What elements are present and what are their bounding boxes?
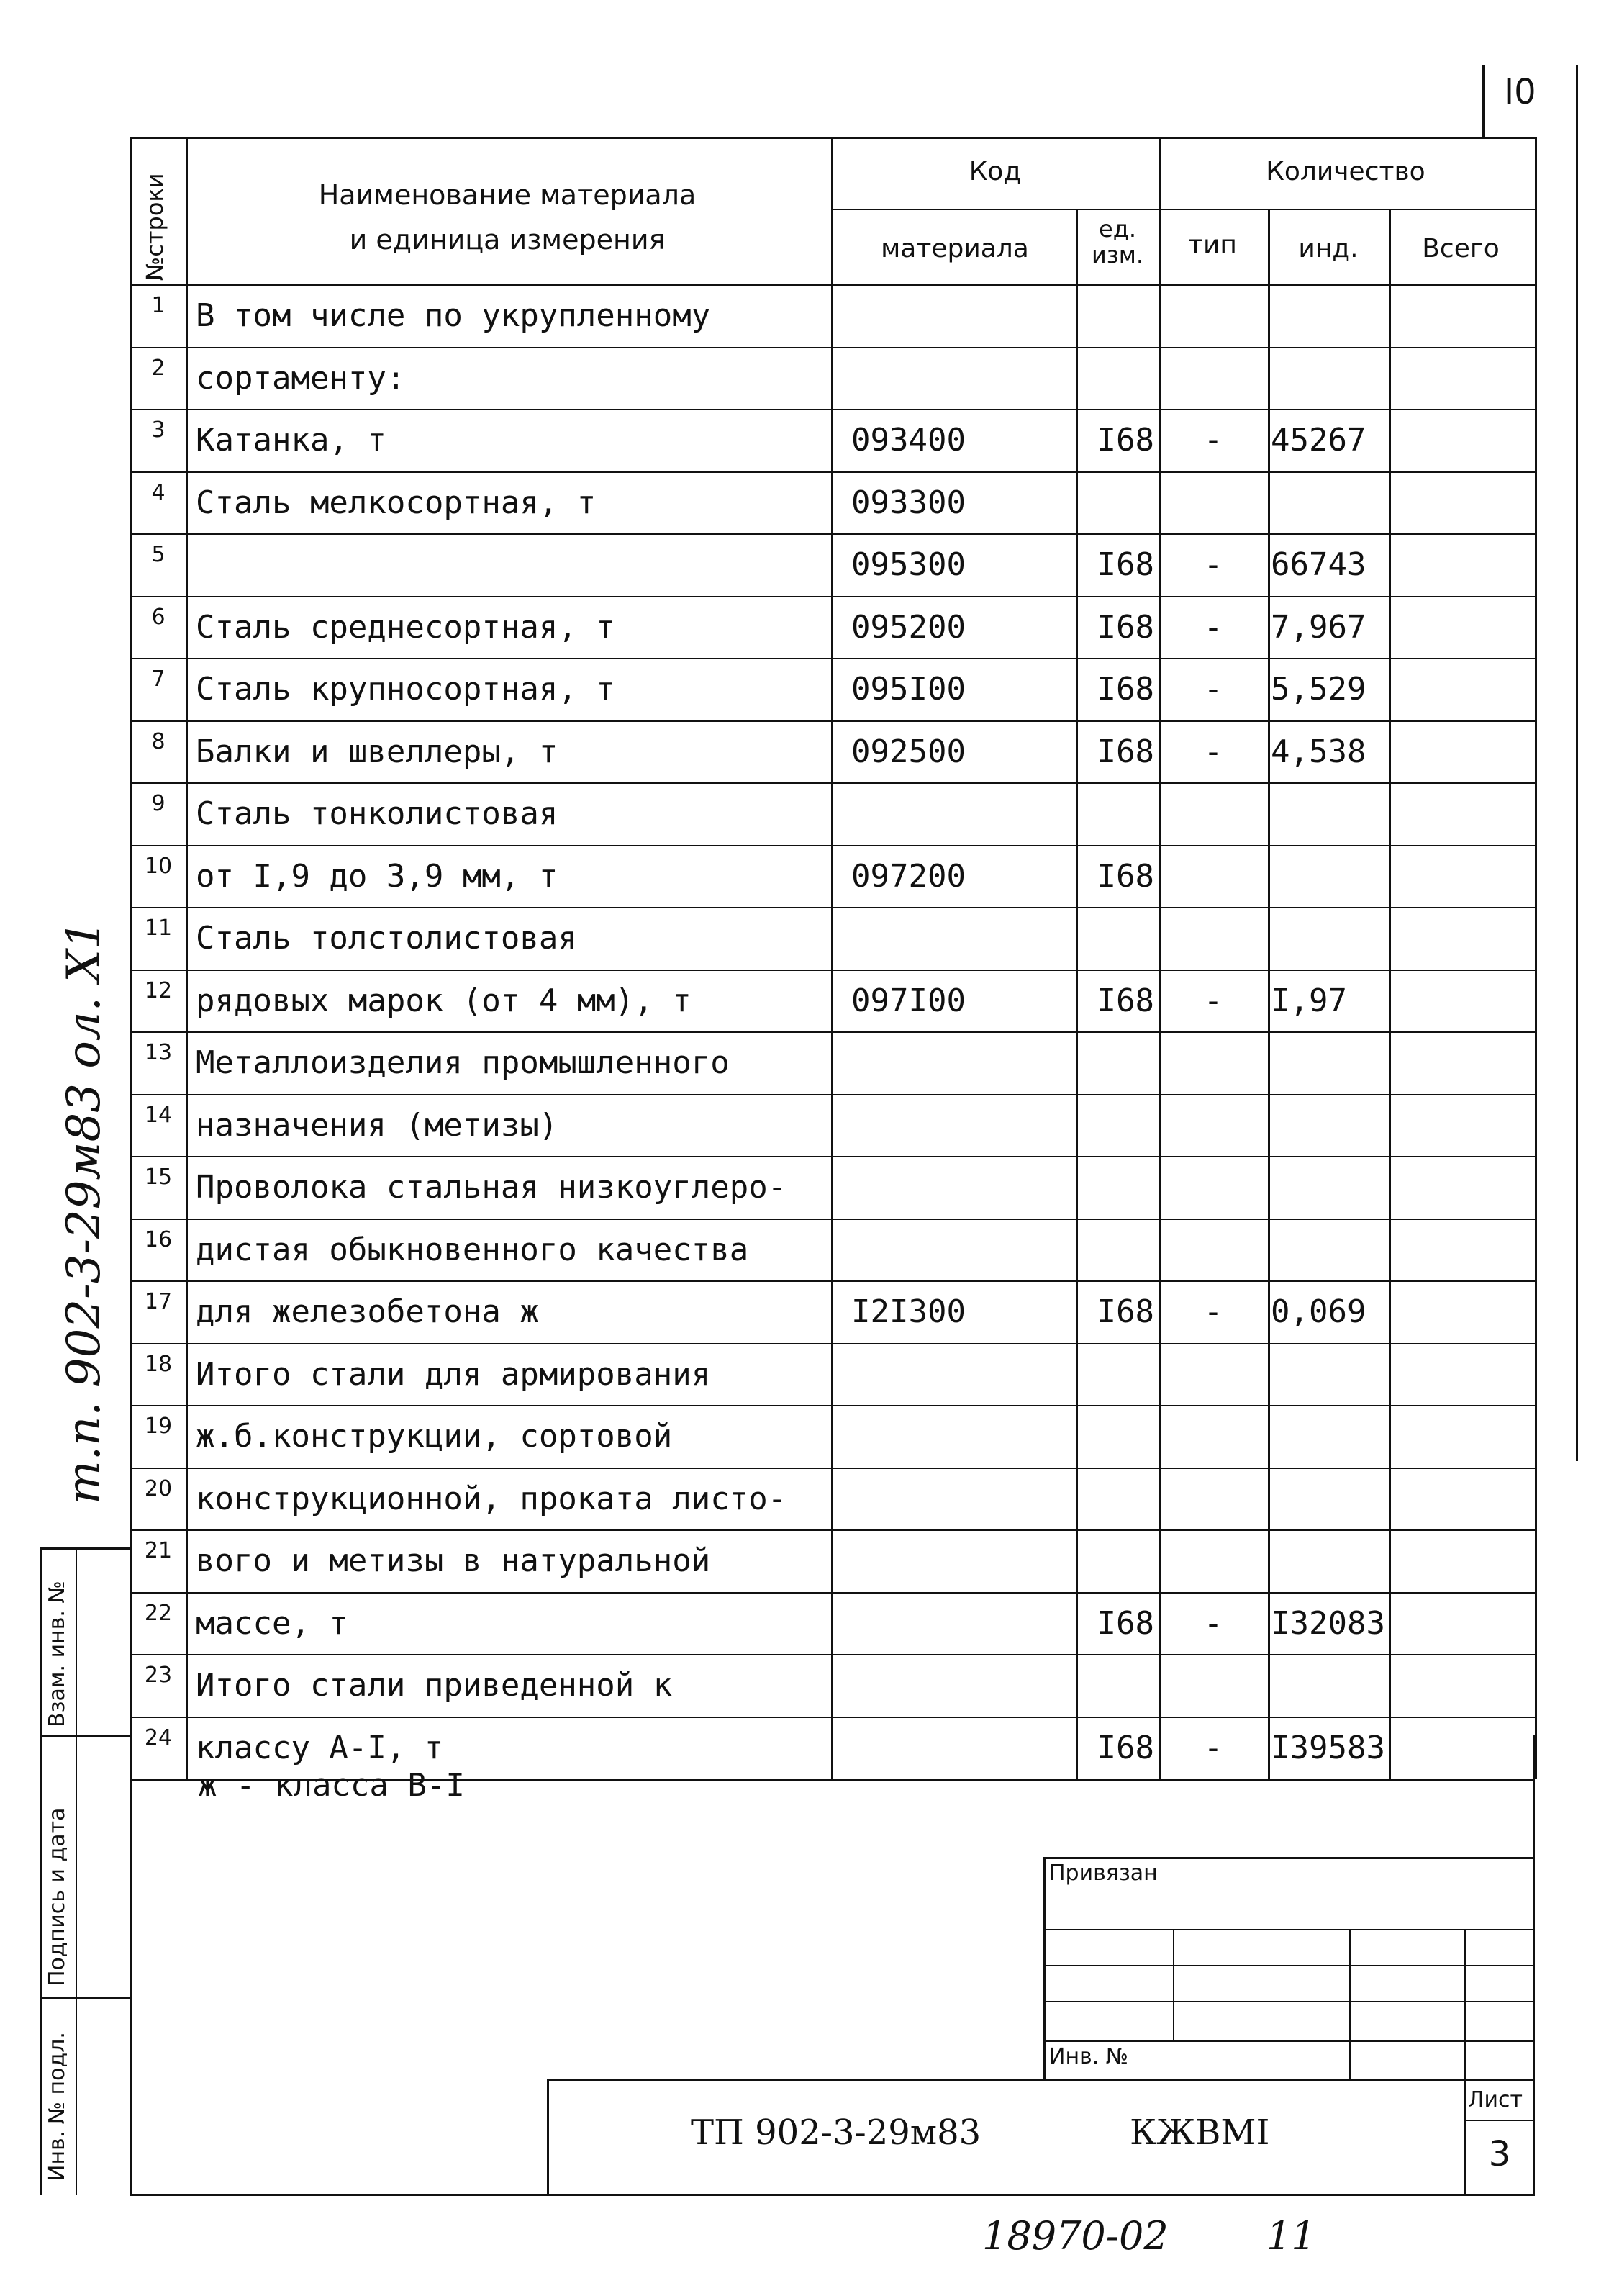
row-line (130, 782, 1535, 784)
stamp-doc-mark: КЖВМI (1130, 2112, 1270, 2153)
row-name: вого и метизы в натуральной (196, 1542, 711, 1579)
row-line (130, 347, 1535, 348)
bottom-handwritten-page: 11 (1266, 2213, 1316, 2259)
row-line (130, 1654, 1535, 1655)
row-ind: 4,538 (1271, 733, 1366, 770)
row-name: Сталь мелкосортная, т (196, 484, 597, 521)
row-number: 19 (144, 1414, 173, 1439)
side-box-top (40, 1547, 130, 1550)
row-type: - (1203, 422, 1223, 458)
header-row-no: №строки (141, 173, 168, 281)
row-line (130, 970, 1535, 971)
row-number: 11 (144, 916, 173, 941)
row-unit: I68 (1097, 546, 1154, 583)
row-line (130, 1343, 1535, 1344)
row-type: - (1203, 733, 1223, 770)
row-name: Сталь среднесортная, т (196, 608, 615, 646)
row-number: 8 (151, 728, 166, 754)
row-line (130, 658, 1535, 659)
row-ind: I,97 (1271, 982, 1347, 1019)
col-line-type (1159, 137, 1161, 1779)
side-box-inner (76, 1547, 77, 2195)
row-line (130, 720, 1535, 722)
row-type: - (1203, 1293, 1223, 1330)
row-unit: I68 (1097, 1729, 1154, 1766)
row-name: Катанка, т (196, 422, 386, 458)
row-name: дистая обыкновенного качества (196, 1231, 749, 1268)
row-code: 095200 (851, 608, 966, 646)
row-line (130, 471, 1535, 473)
row-number: 22 (144, 1600, 173, 1626)
row-line (130, 845, 1535, 846)
row-name: ж.б.конструкции, сортовой (196, 1418, 673, 1455)
row-number: 14 (144, 1102, 173, 1128)
row-unit: I68 (1097, 1293, 1154, 1330)
row-number: 23 (144, 1663, 173, 1688)
row-name: Балки и швеллеры, т (196, 733, 558, 770)
col-line-ind (1268, 209, 1270, 1779)
row-name: от I,9 до 3,9 мм, т (196, 857, 558, 895)
row-line (130, 409, 1535, 410)
row-name: Итого стали приведенной к (196, 1667, 673, 1704)
row-number: 9 (151, 791, 166, 816)
row-type: - (1203, 1729, 1223, 1766)
row-code: 097200 (851, 857, 966, 895)
stamp-sheet-label: Лист (1468, 2087, 1523, 2112)
header-mid-line (831, 209, 1535, 210)
header-material: материала (881, 234, 1029, 263)
row-unit: I68 (1097, 733, 1154, 770)
row-code: 093300 (851, 484, 966, 521)
header-unit: ед. изм. (1091, 215, 1144, 268)
col-line-total (1389, 209, 1391, 1779)
header-code: Код (969, 157, 1022, 186)
header-type: тип (1188, 230, 1237, 260)
stamp-title-top (547, 2079, 1535, 2081)
row-line (130, 533, 1535, 535)
side-box-left (40, 1547, 42, 2195)
stamp-h3 (1043, 2001, 1535, 2002)
right-edge-line (1576, 65, 1578, 1461)
side-label-vzam: Взам. инв. № (45, 1581, 70, 1727)
row-unit: I68 (1097, 422, 1154, 458)
row-ind: 7,967 (1271, 608, 1366, 646)
stamp-h2 (1043, 1965, 1535, 1966)
row-number: 24 (144, 1725, 173, 1750)
row-line (130, 1031, 1535, 1033)
row-ind: 5,529 (1271, 671, 1366, 708)
side-box-sep2 (40, 1997, 130, 1999)
row-type: - (1203, 671, 1223, 708)
row-line (130, 1529, 1535, 1531)
col-line-name (186, 137, 188, 1779)
row-code: 097I00 (851, 982, 966, 1019)
row-line (130, 1280, 1535, 1282)
row-type: - (1203, 608, 1223, 646)
row-name: В том числе по укрупленному (196, 297, 711, 334)
row-line (130, 1094, 1535, 1095)
header-name: Наименование материала и единица измерения (318, 179, 697, 256)
header-ind: инд. (1298, 234, 1359, 263)
stamp-h1 (1043, 1929, 1535, 1930)
side-label-podpis: Подпись и дата (45, 1807, 70, 1987)
row-code: I2I300 (851, 1293, 966, 1330)
row-line (130, 1219, 1535, 1220)
row-number: 20 (144, 1475, 173, 1501)
stamp-v2 (1349, 1929, 1351, 2080)
row-code: 092500 (851, 733, 966, 770)
row-name: Проволока стальная низкоуглеро- (196, 1169, 787, 1206)
row-unit: I68 (1097, 1604, 1154, 1642)
stamp-project-code: ТП 902-3-29м83 (691, 2112, 981, 2153)
side-label-inv-podl: Инв. № подл. (45, 2032, 70, 2181)
row-name: Сталь крупносортная, т (196, 671, 615, 708)
row-ind: I39583 (1271, 1729, 1385, 1766)
stamp-top (1043, 1857, 1535, 1859)
sheet-box-left-border (1482, 65, 1485, 137)
row-line (130, 596, 1535, 597)
frame-left-lower (130, 1735, 132, 2195)
row-code: 093400 (851, 422, 966, 458)
stamp-sheet-value: 3 (1488, 2134, 1511, 2174)
header-total: Всего (1422, 234, 1500, 263)
col-line-code (831, 137, 833, 1779)
row-number: 10 (144, 853, 173, 879)
row-ind: 45267 (1271, 422, 1366, 458)
row-type: - (1203, 546, 1223, 583)
row-name: Сталь толстолистовая (196, 920, 577, 957)
row-line (130, 1468, 1535, 1469)
row-name: классу А-I, т (196, 1729, 444, 1766)
stamp-v1 (1173, 1929, 1174, 2040)
row-name: Сталь тонколистовая (196, 795, 558, 832)
bottom-handwritten-number: 18970-02 (982, 2213, 1169, 2259)
row-unit: I68 (1097, 857, 1154, 895)
row-number: 1 (151, 293, 166, 318)
side-handwritten-project: т.п. 902-3-29м83 ол. X1 (58, 920, 111, 1504)
stamp-sheet-sep (1464, 2120, 1535, 2121)
table-right-border (1535, 137, 1537, 1779)
row-name: рядовых марок (от 4 мм), т (196, 982, 692, 1019)
row-line (130, 907, 1535, 908)
row-number: 18 (144, 1351, 173, 1377)
header-quantity: Количество (1266, 157, 1425, 186)
sheet-number-top: I0 (1504, 72, 1536, 112)
row-name: массе, т (196, 1604, 348, 1642)
row-number: 21 (144, 1538, 173, 1563)
row-name: назначения (метизы) (196, 1106, 558, 1144)
stamp-inv-no: Инв. № (1049, 2044, 1129, 2069)
row-type: - (1203, 1604, 1223, 1642)
table-left-border (130, 137, 132, 1779)
row-ind: I32083 (1271, 1604, 1385, 1642)
row-code: 095I00 (851, 671, 966, 708)
row-name: сортаменту: (196, 359, 406, 397)
row-number: 3 (151, 417, 166, 443)
row-line (130, 1405, 1535, 1406)
row-name: для железобетона ж (196, 1293, 539, 1330)
row-number: 17 (144, 1289, 173, 1314)
row-name: конструкционной, проката листо- (196, 1480, 787, 1517)
row-type: - (1203, 982, 1223, 1019)
row-unit: I68 (1097, 671, 1154, 708)
row-line (130, 1717, 1535, 1718)
row-name: Итого стали для армирования (196, 1355, 711, 1393)
row-ind: 0,069 (1271, 1293, 1366, 1330)
row-number: 5 (151, 542, 166, 567)
stamp-left-upper (1043, 1857, 1046, 2080)
row-name: Металлоизделия промышленного (196, 1044, 730, 1081)
stamp-privyazan: Привязан (1049, 1861, 1158, 1886)
row-number: 12 (144, 977, 173, 1003)
row-number: 4 (151, 479, 166, 505)
row-unit: I68 (1097, 608, 1154, 646)
row-line (130, 1592, 1535, 1594)
frame-bottom (130, 2194, 1535, 2196)
row-number: 2 (151, 355, 166, 381)
row-ind: 66743 (1271, 546, 1366, 583)
footnote: ж - класса В-I (198, 1767, 465, 1804)
stamp-h4 (1043, 2040, 1535, 2042)
row-unit: I68 (1097, 982, 1154, 1019)
row-number: 16 (144, 1226, 173, 1252)
row-number: 7 (151, 666, 166, 692)
side-box-sep1 (40, 1735, 130, 1737)
row-number: 6 (151, 604, 166, 630)
row-number: 15 (144, 1165, 173, 1190)
row-number: 13 (144, 1040, 173, 1065)
stamp-title-left (547, 2079, 549, 2195)
row-code: 095300 (851, 546, 966, 583)
row-line (130, 1156, 1535, 1157)
